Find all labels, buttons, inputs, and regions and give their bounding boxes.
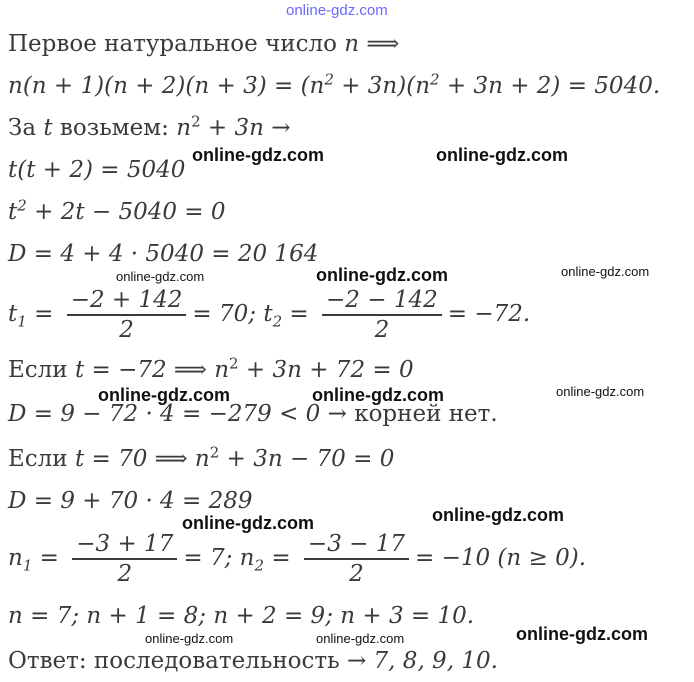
fraction-n1-num: −3 + 17 [76, 531, 174, 557]
watermark: online-gdz.com [316, 631, 405, 646]
fraction-t2 [322, 286, 442, 344]
line-3 [8, 114, 291, 142]
line-2-a: n(n + 1)(n + 2)(n + 3) = (n [8, 73, 325, 99]
line-2-sq1: 2 [324, 70, 334, 89]
line-7-t2: t [263, 301, 273, 327]
line-4: t(t + 2) = 5040 [8, 157, 186, 183]
line-3-d: + 3n → [200, 115, 291, 141]
line-5-b: + 2t − 5040 = 0 [26, 199, 226, 225]
line-7-mid: = 70; [192, 301, 264, 327]
fraction-t2-num: −2 − 142 [326, 287, 438, 313]
line-7-sub1: 1 [17, 312, 27, 331]
line-10-c: + 3n − 70 = 0 [219, 446, 395, 472]
watermark: online-gdz.com [116, 269, 205, 284]
line-5-sq: 2 [17, 196, 27, 215]
line-7-eq1: = [26, 301, 61, 327]
fraction-t1 [67, 286, 187, 344]
line-7-end: = −72. [447, 301, 531, 327]
line-9-a: D = 9 − 72 · 4 = −279 < 0 → [8, 401, 355, 427]
line-12-n1: n [8, 545, 23, 571]
watermark: online-gdz.com [192, 145, 324, 165]
line-12-end: = −10 (n ≥ 0). [415, 545, 587, 571]
watermark: online-gdz.com [316, 265, 448, 285]
line-7-sub2: 2 [272, 312, 283, 331]
line-7 [8, 286, 530, 344]
line-2-sq2: 2 [430, 70, 440, 89]
line-5-a: t [8, 199, 18, 225]
fraction-n1-den: 2 [72, 558, 177, 588]
line-14-b: → 7, 8, 9, 10. [346, 648, 498, 674]
line-3-sq: 2 [191, 112, 201, 131]
line-10-sq: 2 [209, 443, 220, 462]
line-3-b: возьмем: [52, 115, 177, 141]
fraction-n1 [72, 530, 177, 588]
line-12 [8, 530, 586, 588]
line-12-mid: = 7; [183, 545, 240, 571]
line-8-a: Если [8, 357, 75, 383]
line-3-c: n [176, 115, 192, 141]
line-2-b: + 3n)(n [333, 73, 431, 99]
line-7-eq2: = [282, 301, 317, 327]
watermark: online-gdz.com [556, 384, 645, 399]
watermark: online-gdz.com [182, 513, 314, 533]
line-12-eq2: = [264, 545, 298, 571]
line-10 [8, 445, 394, 473]
watermark: online-gdz.com [145, 631, 234, 646]
line-10-b: t = 70 ⟹ n [74, 446, 210, 472]
fraction-t1-den: 2 [67, 314, 187, 344]
watermark: online-gdz.com [561, 264, 650, 279]
line-14-a: Ответ: последовательность [8, 648, 347, 674]
line-2 [8, 72, 660, 100]
line-12-sub1: 1 [22, 556, 33, 575]
watermark: online-gdz.com [436, 145, 568, 165]
line-13: n = 7; n + 1 = 8; n + 2 = 9; n + 3 = 10. [8, 603, 475, 629]
watermark-top: online-gdz.com [286, 2, 388, 19]
line-9-b: корней нет. [354, 401, 498, 427]
line-3-a: За [8, 115, 44, 141]
line-2-c: + 3n + 2) = 5040. [439, 73, 661, 99]
line-1-arrow: ⟹ [359, 31, 400, 57]
fraction-t1-num: −2 + 142 [70, 287, 183, 313]
watermark: online-gdz.com [432, 505, 564, 525]
fraction-t2-den: 2 [322, 314, 442, 344]
watermark: online-gdz.com [516, 624, 648, 644]
line-8-b: t = −72 ⟹ n [74, 357, 230, 383]
line-12-n2: n [239, 545, 255, 571]
line-8-c: + 3n + 72 = 0 [238, 357, 414, 383]
line-1-var: n [344, 31, 360, 57]
line-8 [8, 356, 414, 384]
line-5 [8, 198, 226, 226]
line-3-t: t [43, 115, 53, 141]
line-12-sub2: 2 [254, 556, 265, 575]
line-1 [8, 30, 399, 58]
fraction-n2 [304, 530, 409, 588]
line-10-a: Если [8, 446, 75, 472]
line-6: D = 4 + 4 · 5040 = 20 164 [8, 241, 319, 267]
line-1-text: Первое натуральное число [8, 31, 345, 57]
watermark: online-gdz.com [98, 385, 230, 405]
watermark: online-gdz.com [312, 385, 444, 405]
line-8-sq: 2 [229, 354, 239, 373]
line-14 [8, 647, 498, 675]
fraction-n2-den: 2 [304, 558, 409, 588]
line-7-t1: t [8, 301, 18, 327]
line-12-eq1: = [32, 545, 67, 571]
fraction-n2-num: −3 − 17 [307, 531, 405, 557]
line-11: D = 9 + 70 · 4 = 289 [8, 488, 253, 514]
